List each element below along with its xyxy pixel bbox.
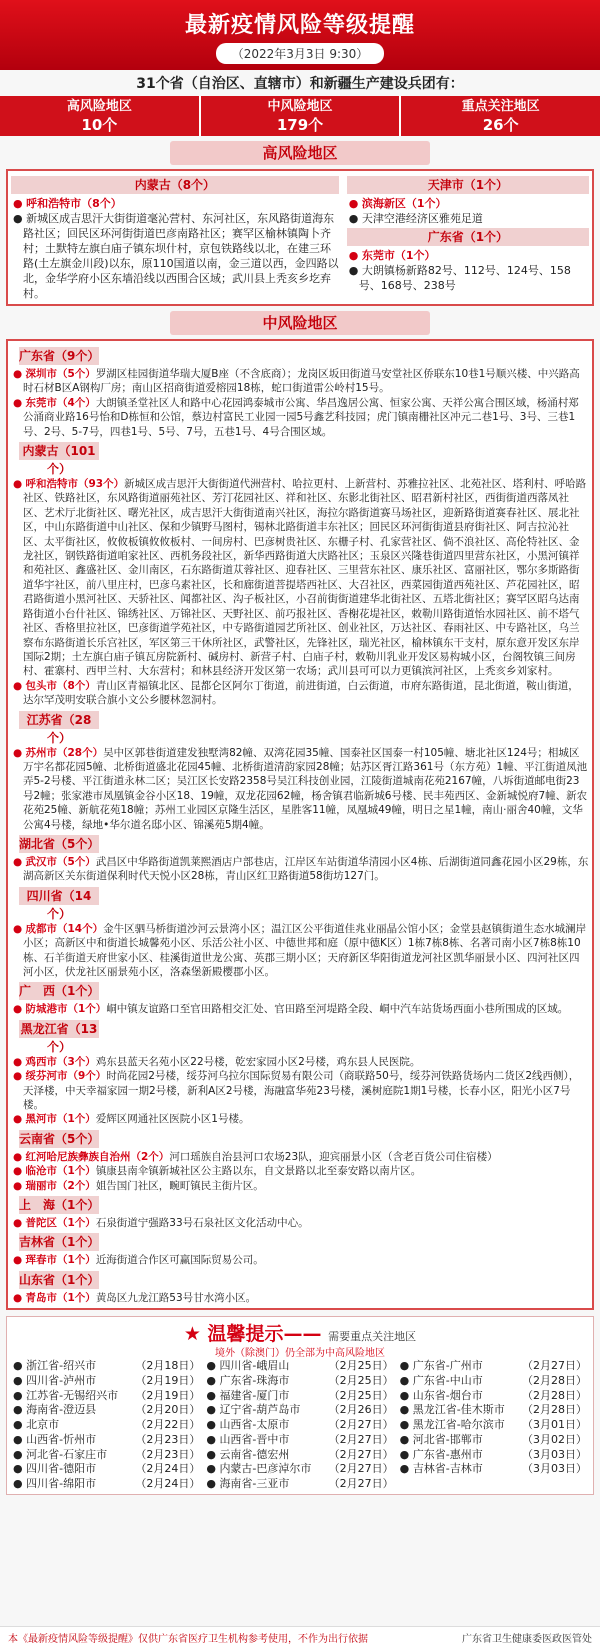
reminder-region: 内蒙古-巴彦淖尔市 <box>219 1462 312 1476</box>
bullet-icon: ● <box>399 1447 413 1461</box>
reminder-wrap <box>206 1403 300 1418</box>
reminder-region: 广东省-广州市 <box>412 1359 483 1373</box>
bullet-icon: ● <box>399 1388 413 1402</box>
bullet-icon: ● <box>206 1432 220 1446</box>
reminder-wrap <box>400 1433 483 1448</box>
reminder-wrap <box>13 1477 96 1492</box>
mid-risk-panel <box>6 339 594 1310</box>
reminder-date: （2月27日） <box>328 1432 394 1446</box>
reminder-date: （2月27日） <box>328 1462 394 1476</box>
area-text: 峒中镇友谊路口至官田路相交汇处、官田路至河堤路全段、峒中汽车站货场西面小巷所围成的区域。 <box>106 1003 569 1016</box>
reminder-wrap <box>13 1359 96 1374</box>
reminder-region: 福建省-厦门市 <box>219 1388 290 1402</box>
province-label: 广东省（1个） <box>347 228 589 246</box>
city-count: （1个） <box>57 1113 96 1126</box>
stat-label: 重点关注地区 <box>461 99 540 114</box>
reminder-date: （2月28日） <box>521 1373 587 1387</box>
reminder-wrap <box>206 1389 289 1404</box>
city-label: 东莞市 <box>25 396 57 409</box>
city-label: 包头市 <box>25 679 57 692</box>
city-label: 临沧市 <box>25 1165 57 1178</box>
bullet-icon: ● <box>13 396 26 409</box>
list-item <box>11 1179 589 1193</box>
reminder-wrap <box>206 1433 289 1448</box>
reminder-item <box>13 1477 200 1492</box>
reminder-item <box>13 1462 200 1477</box>
province-label: 上 海（1个） <box>19 1198 100 1213</box>
bullet-icon: ● <box>13 1476 27 1490</box>
bullet-icon: ● <box>206 1373 220 1387</box>
bullet-icon: ● <box>206 1359 220 1373</box>
reminder-note: 境外（除澳门）仍全部为中高风险地区 <box>215 1348 385 1360</box>
reminder-wrap <box>400 1403 505 1418</box>
reminder-wrap <box>400 1389 483 1404</box>
city-count: （1个） <box>57 1165 96 1178</box>
list-item <box>11 1069 589 1112</box>
bullet-icon: ● <box>13 1003 26 1016</box>
reminder-date: （2月18日） <box>135 1359 201 1373</box>
stat-2 <box>401 96 600 136</box>
list-item: ● 新城区成吉思汗大街街道毫沁营村、东河社区，东风路街道海东路社区；回民区环河街街道巴彦南路社区；赛罕区榆林镇陶卜齐村；土默特左旗白庙子镇东坝什村，京包铁路线以北，在建三环路(土左旗金川段)以东，原110国道以南，金三道以西，金四路以北，金华学府小区东墙沿线以西围合区域；武川县上秃亥乡圪弃村。 <box>13 212 339 300</box>
reminder-region: 四川省-峨眉山 <box>219 1359 290 1373</box>
bullet-icon: ● <box>399 1359 413 1373</box>
stat-value: 26个 <box>482 116 519 134</box>
area-text: 时尚花园2号楼，绥芬河乌拉尔国际贸易有限公司（商联路50号，绥芬河铁路货场内二货区2线西侧），天泽楼，中天幸福家园一期2号楼，新利A区2号楼，海融富华苑23号楼，溪树庭院1期1号楼，长春小区，阳光小区7号楼。 <box>23 1070 580 1112</box>
area-text: 鸡东县蓝天名苑小区22号楼，乾宏家园小区2号楼，鸡东县人民医院。 <box>95 1055 421 1068</box>
city-label: 东莞市（1个） <box>361 249 436 262</box>
city-count: （3个） <box>57 1055 96 1068</box>
list-item <box>11 367 589 396</box>
bullet-icon: ● <box>13 1403 27 1417</box>
bullet-icon: ● <box>399 1418 413 1432</box>
stat-label: 高风险地区 <box>66 99 132 114</box>
reminder-wrap <box>206 1477 289 1492</box>
city-label: 苏州市 <box>25 746 57 759</box>
reminder-item <box>400 1389 587 1404</box>
area-text: 新城区成吉思汗大街街道毫沁营村、东河社区，东风路街道海东路社区；回民区环河街街道巴彦南路社区；赛罕区榆林镇陶卜齐村；土默特左旗白庙子镇东坝什村，京包铁路线以北，在建三环路(土左旗金川段)以东，原110国道以南，金三道以西，金四路以北，金华学府小区东墙沿线以西围合区域；武川县上秃亥乡圪弃村。 <box>23 212 339 300</box>
reminder-wrap <box>400 1374 483 1389</box>
reminder-wrap <box>13 1448 107 1463</box>
bullet-icon: ● <box>13 922 26 935</box>
reminder-item <box>400 1462 587 1477</box>
city-count: （93个） <box>78 478 125 491</box>
reminder-region: 四川省-绵阳市 <box>26 1476 97 1490</box>
city-label: 黑河市 <box>25 1113 57 1126</box>
area-text: 吴中区郭巷街道建发独墅湾82幢、双湾花园35幢、国泰社区国泰一村105幢、塘北社区124号；相城区万宇名都花园5幢、北桥街道盛北花园45幢、北桥街道清韵家园28幢；姑苏区胥江路361号（东方苑）1幢、平江街道凤池弄5-2号楼、平江街道永林二区；吴江区长安路2358号吴江科技创业园，江陵街道城南花苑2167幢，八坼街道邮电街23号2幢；张家港市凤凰镇金谷小区18、19幢，双龙花园62幢，杨舍镇君临新城6号楼、民丰苑西区、金新城悦府7幢、新农花苑25幢、新航花苑18幢；苏州工业园区京隆生活区，星胜客11幢，凤凰城49幢，明日之星1幢，南山·丽舍40幢，文华公寓4号楼，绿地•华尔道名邸小区、锦溪苑5期4幢。 <box>23 746 588 831</box>
bullet-icon: ● <box>13 746 26 759</box>
reminder-region: 广东省-中山市 <box>412 1373 483 1387</box>
city-count: （8个） <box>57 679 96 692</box>
bullet-icon: ● <box>13 1291 26 1304</box>
reminder-wrap <box>400 1448 483 1463</box>
province-label: 广东省（9个） <box>19 349 100 363</box>
reminder-date: （3月01日） <box>521 1418 587 1432</box>
area-text: 大朗镇圣堂社区人和路中心花园鸿泰城市公寓、华昌逸居公寓、恒家公寓、天祥公寓合围区域，杨涌村郑公涌商业路16号怡和D栋恒和公馆，蔡边村富民工业园一园5号鑫艺科技园；虎门镇南栅社区冲元二巷1号、3号、三巷1号、2号、5-7号，四巷1号、5号、7号，五巷1号、4号合围区域。 <box>23 396 579 438</box>
reminder-wrap <box>400 1359 483 1374</box>
reminder-item <box>206 1477 393 1492</box>
list-item <box>11 1150 589 1164</box>
reminder-item <box>206 1374 393 1389</box>
reminder-region: 海南省-澄迈县 <box>26 1403 97 1417</box>
reminder-wrap <box>13 1374 96 1389</box>
area-text: 近海街道合作区可赢国际贸易公司。 <box>95 1254 264 1267</box>
reminder-item <box>13 1374 200 1389</box>
mid-risk-heading: 中风险地区 <box>170 311 430 335</box>
area-text: 大朗镇杨新路82号、112号、124号、158号、168号、238号 <box>358 264 571 292</box>
bullet-icon: ● <box>206 1418 220 1432</box>
bullet-icon: ● <box>13 1373 27 1387</box>
reminder-region: 黑龙江省-哈尔滨市 <box>412 1418 505 1432</box>
reminder-region: 山西省-晋中市 <box>219 1432 290 1446</box>
bullet-icon: ● <box>13 855 26 868</box>
list-item <box>11 746 589 832</box>
reminder-date: （2月28日） <box>521 1388 587 1402</box>
reminder-wrap <box>400 1462 483 1477</box>
bullet-icon: ● <box>13 1150 26 1163</box>
city-label: 武汉市 <box>25 855 57 868</box>
bullet-icon: ● <box>13 1055 26 1068</box>
list-item <box>11 922 589 980</box>
province-label: 内蒙古（101个） <box>19 442 99 460</box>
reminder-item <box>13 1448 200 1463</box>
city-count: （1个） <box>67 1003 107 1016</box>
city-label: 珲春市 <box>25 1254 57 1267</box>
bullet-icon: ● <box>206 1447 220 1461</box>
reminder-wrap <box>13 1403 96 1418</box>
list-item <box>11 1253 589 1267</box>
reminder-wrap <box>206 1448 289 1463</box>
bullet-icon: ● <box>399 1373 413 1387</box>
list-item <box>347 248 589 263</box>
bullet-icon: ● <box>399 1432 413 1446</box>
stat-0 <box>0 96 201 136</box>
reminder-region: 广东省-惠州市 <box>412 1447 483 1461</box>
reminder-item <box>400 1359 587 1374</box>
bullet-icon: ● <box>13 679 26 692</box>
risk-stats <box>0 96 600 136</box>
reminder-region: 四川省-泸州市 <box>26 1373 97 1387</box>
bullet-icon: ● <box>13 1432 27 1446</box>
reminder-date: （2月19日） <box>135 1373 201 1387</box>
province-label: 湖北省（5个） <box>19 836 100 851</box>
reminder-wrap <box>400 1418 505 1433</box>
bullet-icon: ● <box>13 1359 27 1373</box>
reminder-region: 黑龙江省-佳木斯市 <box>412 1403 505 1417</box>
reminder-region: 四川省-德阳市 <box>26 1462 97 1476</box>
bullet-icon: ● <box>13 1418 27 1432</box>
list-item <box>11 679 589 708</box>
city-count: （14个） <box>57 922 104 935</box>
reminder-date: （2月22日） <box>135 1418 201 1432</box>
city-count: （5个） <box>57 855 96 868</box>
bullet-icon: ● <box>13 1462 27 1476</box>
province-label: 广 西（1个） <box>19 984 100 999</box>
city-count: （1个） <box>57 1254 96 1267</box>
reminder-item <box>400 1418 587 1433</box>
reminder-region: 山西省-太原市 <box>219 1418 290 1432</box>
area-text: 河口瑶族自治县河口农场23队，迎宾丽景小区（含老百货公司住宿楼） <box>169 1150 498 1163</box>
reminder-region: 江苏省-无锡绍兴市 <box>26 1388 119 1402</box>
area-text: 天津空港经济区雅苑足道 <box>361 212 483 225</box>
city-count: （28个） <box>57 746 104 759</box>
reminder-date: （2月25日） <box>328 1359 394 1373</box>
stat-value: 179个 <box>276 116 324 134</box>
high-risk-heading: 高风险地区 <box>170 141 430 165</box>
reminder-item <box>400 1448 587 1463</box>
reminder-region: 山西省-忻州市 <box>26 1432 97 1446</box>
reminder-date: （2月27日） <box>328 1476 394 1490</box>
header-banner <box>0 0 600 70</box>
bullet-icon: ● <box>13 1254 26 1267</box>
city-label: 普陀区 <box>25 1217 57 1230</box>
bullet-icon: ● <box>13 1447 27 1461</box>
reminder-item <box>13 1433 200 1448</box>
city-label: 滨海新区（1个） <box>361 197 447 210</box>
high-risk-panel <box>6 169 594 306</box>
bullet-icon: ● <box>13 1388 27 1402</box>
bullet-icon: ● <box>13 368 26 380</box>
reminder-item <box>206 1359 393 1374</box>
city-count: （5个） <box>57 368 96 380</box>
reminder-wrap <box>206 1374 289 1389</box>
bullet-icon: ● <box>13 1179 26 1192</box>
list-item <box>11 1002 589 1016</box>
bullet-icon: ● <box>13 1113 26 1126</box>
reminder-wrap <box>13 1433 96 1448</box>
bullet-icon: ● <box>399 1462 413 1476</box>
reminder-region: 广东省-珠海市 <box>219 1373 290 1387</box>
province-label: 云南省（5个） <box>19 1131 100 1146</box>
reminder-item <box>206 1448 393 1463</box>
bullet-icon: ● <box>13 1070 26 1083</box>
city-count: （1个） <box>57 1217 96 1230</box>
reminder-item <box>400 1433 587 1448</box>
reminder-item <box>13 1359 200 1374</box>
reminder-title: ★ 温馨提示—— 需要重点关注地区 <box>183 1323 417 1346</box>
reminder-wrap <box>13 1462 96 1477</box>
bullet-icon: ● <box>348 249 362 262</box>
reminder-date: （2月20日） <box>135 1403 201 1417</box>
disclaimer-text: 本《最新疫情风险等级提醒》仅供广东省医疗卫生机构参考使用，不作为出行依据 <box>8 1634 368 1645</box>
province-label: 山东省（1个） <box>19 1272 100 1287</box>
reminder-item <box>400 1403 587 1418</box>
city-label: 瑞丽市 <box>25 1179 57 1192</box>
reminder-item <box>206 1462 393 1477</box>
bullet-icon: ● <box>206 1403 220 1417</box>
area-text: 镇康县南伞镇新城社区公主路以东，自文景路以北至泰安路以南片区。 <box>95 1165 422 1178</box>
reminder-date: （2月27日） <box>328 1447 394 1461</box>
star-icon: ★ <box>183 1323 201 1346</box>
reminder-item <box>206 1418 393 1433</box>
stat-label: 中风险地区 <box>267 99 333 114</box>
city-count: （9个） <box>67 1070 107 1083</box>
list-item <box>11 477 589 679</box>
list-item <box>11 1112 589 1126</box>
reminder-item <box>400 1477 587 1492</box>
province-label: 天津市（1个） <box>347 176 589 194</box>
bullet-icon: ● <box>206 1476 220 1490</box>
page-title: 最新疫情风险等级提醒 <box>184 13 415 38</box>
city-label: 红河哈尼族彝族自治州 <box>25 1150 131 1163</box>
area-text: 金牛区驷马桥街道沙河云景湾小区；温江区公平街道佳兆业丽晶公馆小区；金堂县赵镇街道生态水城澜岸小区；高新区中和街道长城馨苑小区、乐活公社小区、中德世邦和庭（原中德K区）1栋7栋8栋、名著司南小区7栋8栋10栋、石羊街道天府世家小区、桂溪街道世龙公寓、英郡三期小区；天府新区华阳街道龙河社区凯华丽景小区、四河社区四河小区，伏龙社区丽景苑小区，洛森堡新殿樱郡小区。 <box>23 922 587 978</box>
reminder-date: （2月27日） <box>328 1418 394 1432</box>
reminder-region: 北京市 <box>26 1418 60 1432</box>
reminder-date: （2月19日） <box>135 1388 201 1402</box>
list-item <box>11 1216 589 1230</box>
summary-subtitle: 31个省（自治区、直辖市）和新疆生产建设兵团有： <box>136 76 464 92</box>
reminder-date: （2月23日） <box>135 1432 201 1446</box>
reminder-date: （3月03日） <box>521 1462 587 1476</box>
reminder-wrap <box>206 1359 289 1374</box>
list-item <box>347 196 589 211</box>
reminder-date: （2月28日） <box>521 1403 587 1417</box>
bullet-icon: ● <box>13 1165 26 1178</box>
list-item: ● 天津空港经济区雅苑足道 <box>348 212 483 225</box>
area-text: 罗湖区桂园街道华瑞大厦B座（不含底商）；龙岗区坂田街道马安堂社区侨联东10巷1号顺兴楼、中兴路高时石材B区A钢构厂房；南山区招商街道爱榕园18栋，蛇口街道雷公岭村15号。 <box>23 368 580 395</box>
province-label: 四川省（14个） <box>19 887 99 905</box>
province-label: 黑龙江省（13个） <box>20 1021 98 1054</box>
reminder-region: 辽宁省-葫芦岛市 <box>219 1403 301 1417</box>
city-label: 鸡西市 <box>25 1055 57 1068</box>
city-label: 防城港市 <box>25 1003 68 1016</box>
reminder-item <box>13 1418 200 1433</box>
area-text: 新城区成吉思汗大街街道代洲营村、哈拉更村、上新营村、苏雅拉社区、北苑社区、塔利村、呼哈路社区、铁路社区，东风路街道丽苑社区、芳汀花园社区、祥和社区、东影北街社区、昭君新村社区，西街街道西落凤社区、艺术厅北街社区、曙光社区，成吉思汗大街街道南兴社区，海拉尔路街道赛马场社区，迎新路街道赛春社区、展北社区，中山东路街道中山社区、保和少镇野马图村，锡林北路街道丰东社区；回民区环河街街道县府街社区、阿吉拉沁社区、太平街社区，攸攸板镇攸攸板村、一间房村、巴彦树贵社区、东栅子村、孔家营社区、倘不浪社区、高伦特社区、金龙社区，钢铁路街道咱家社区、西机务段社区，新华西路街道大庆路社区；玉泉区兴隆巷街道四里营东社区，小黑河镇祥和苑社区、鑫盛社区、金川南区，石东路街道苁蓉社区、迎春社区、三里营东社区、康乐社区、富丽社区，鄂尔多斯路街道华宇社区，前八里庄村，巴彦乌素社区，长和廊街道菩提塔西社区、大召社区，西菜园街道西苑社区、芦花园社区，昭君路街道小黑河社区、天骄社区、闻都社区、沟子板社区，小召前街街道建华北街社区、五塔北街社区；赛罕区昭乌达南路街道小台什社区、锦绣社区、万锦社区、天野社区、前巧报社区、香榭花堤社区，敕勒川路街道怡水园社区、前不塔气社区、香格里拉社区，巴彦街道学苑社区，中专路街道园艺所社区、创业社区，万达社区、春雨社区、中专路社区，乌兰察布东路街道长乐宫社区，军区第三干休所社区，武警社区，先锋社区，瑞光社区，榆林镇东干支村，原东意开发区东岸国际2期；土左旗白庙子镇瓦房院新村、碱房村、新营子村、白庙子村，敕勒川乳业开发区易构城小区，台阁牧镇三间房村、霍寨村、西甲兰村、大东营村；和林县经济开发区第一农场；武川县可可以力更镇滨河社区，上秃亥乡刘家村。 <box>23 478 587 678</box>
reminder-item <box>400 1374 587 1389</box>
province-label: 内蒙古（8个） <box>11 176 339 194</box>
high-right-column <box>347 174 589 301</box>
bullet-icon: ● <box>206 1388 220 1402</box>
reminder-list <box>13 1359 587 1491</box>
reminder-region: 云南省-德宏州 <box>219 1447 290 1461</box>
reminder-region: 河北省-石家庄市 <box>26 1447 108 1461</box>
list-item <box>11 1164 589 1178</box>
province-label: 吉林省（1个） <box>19 1235 100 1250</box>
reminder-item <box>206 1403 393 1418</box>
footer <box>0 1626 600 1646</box>
bullet-icon: ● <box>399 1403 413 1417</box>
city-label: 呼和浩特市（8个） <box>26 197 122 210</box>
reminder-item <box>206 1433 393 1448</box>
reminder-date: （3月02日） <box>521 1432 587 1446</box>
area-text: 黄岛区九龙江路53号甘水湾小区。 <box>95 1291 257 1304</box>
list-item: ● 大朗镇杨新路82号、112号、124号、158号、168号、238号 <box>348 264 571 292</box>
reminder-item <box>13 1389 200 1404</box>
stat-1 <box>201 96 402 136</box>
reminder-region: 吉林省-吉林市 <box>412 1462 483 1476</box>
city-label: 呼和浩特市 <box>25 478 78 491</box>
publisher-text: 广东省卫生健康委医政医管处 <box>462 1634 592 1645</box>
reminder-date: （2月25日） <box>328 1388 394 1402</box>
reminder-date: （2月24日） <box>135 1462 201 1476</box>
reminder-date: （2月27日） <box>521 1359 587 1373</box>
reminder-date: （2月23日） <box>135 1447 201 1461</box>
city-label: 青岛市 <box>25 1291 57 1304</box>
bullet-icon: ● <box>348 197 362 210</box>
reminder-panel <box>6 1316 594 1494</box>
area-text: 爱辉区网通社区医院小区1号楼。 <box>95 1113 250 1126</box>
stat-value: 10个 <box>81 116 118 134</box>
reminder-item <box>206 1389 393 1404</box>
reminder-region: 河北省-邯郸市 <box>412 1432 483 1446</box>
high-left-column <box>11 174 339 301</box>
city-count: （2个） <box>57 1179 96 1192</box>
bullet-icon: ● <box>13 1217 26 1230</box>
reminder-wrap <box>206 1418 289 1433</box>
reminder-date: （2月26日） <box>328 1403 394 1417</box>
city-label: 深圳市 <box>25 368 57 380</box>
reminder-region: 山东省-烟台市 <box>412 1388 483 1402</box>
bullet-icon: ● <box>206 1462 220 1476</box>
list-item <box>11 396 589 439</box>
province-label: 江苏省（28个） <box>19 711 99 729</box>
city-label: 成都市 <box>25 922 57 935</box>
reminder-region: 海南省-三亚市 <box>219 1476 290 1490</box>
city-count: （4个） <box>57 396 96 409</box>
update-date: （2022年3月3日 9:30） <box>216 43 385 64</box>
reminder-wrap <box>13 1418 59 1433</box>
reminder-wrap <box>13 1389 118 1404</box>
list-item: ● 呼和浩特市（8个） <box>13 197 122 210</box>
reminder-date: （2月25日） <box>328 1373 394 1387</box>
reminder-wrap <box>206 1462 311 1477</box>
area-text: 石泉街道宁强路33号石泉社区文化活动中心。 <box>95 1217 309 1230</box>
reminder-item <box>13 1403 200 1418</box>
area-text: 武昌区中华路街道凯莱熙酒店户部巷店，江岸区车站街道华清园小区4栋、后湖街道同鑫花园小区29栋，东湖高新区关东街道保利时代天悦小区28栋，青山区红卫路街道58街坊127门。 <box>23 855 589 883</box>
area-text: 姐告国门社区，畹町镇民主街片区。 <box>95 1179 264 1192</box>
bullet-icon: ● <box>13 478 26 491</box>
list-item <box>11 1055 589 1069</box>
city-count: （2个） <box>130 1150 170 1163</box>
list-item <box>11 1291 589 1305</box>
list-item <box>11 855 589 884</box>
reminder-region: 浙江省-绍兴市 <box>26 1359 97 1373</box>
city-count: （1个） <box>57 1291 96 1304</box>
area-text: 青山区青福镇北区、昆都仑区阿尔丁街道，前进街道，白云街道，市府东路街道，昆北街道，鞍山街道，达尔罕茂明安联合旗小文公乡腰林忽洞村。 <box>23 679 579 707</box>
reminder-date: （3月03日） <box>521 1447 587 1461</box>
city-label: 绥芬河市 <box>25 1070 68 1083</box>
reminder-date: （2月24日） <box>135 1476 201 1490</box>
